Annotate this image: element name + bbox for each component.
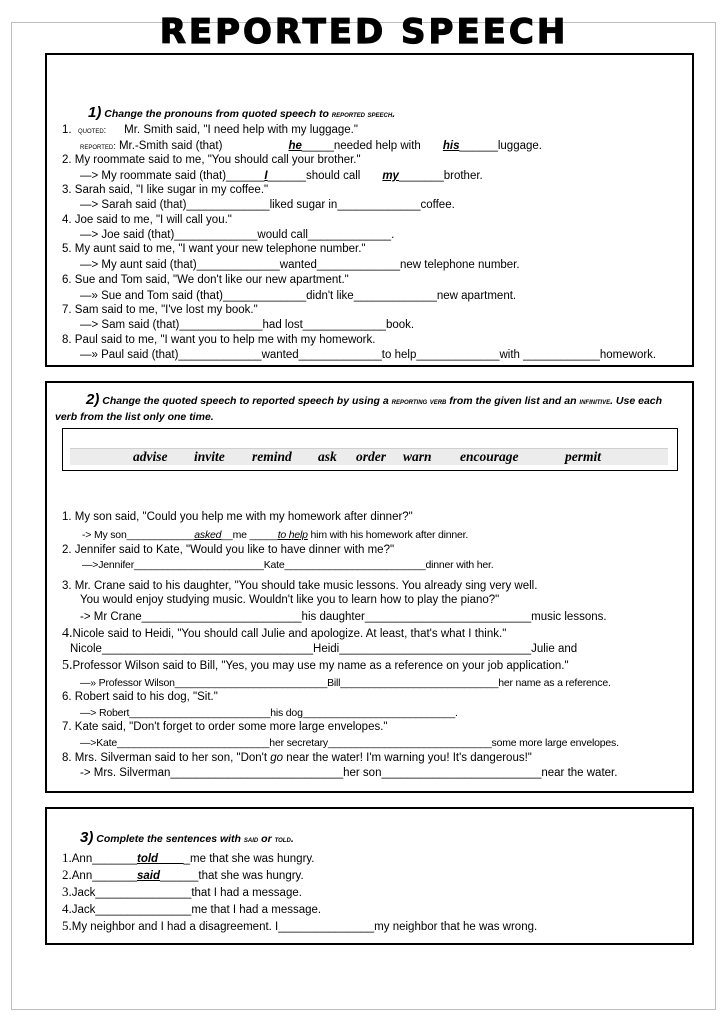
exercise-2-item-2-answer: —>Jennifer_______________________Kate_________________________dinner with her. [82,559,494,571]
exercise-1-item-4-answer: —> Joe said (that)_____________would call_____________. [80,229,395,241]
exercise-2-item-1-answer: -> My son____________asked__me _____to help him with his homework after dinner. [82,529,469,541]
exercise-2-item-3: 3. Mr. Crane said to his daughter, "You should take music lessons. You already sing very well. [62,580,538,592]
exercise-2-item-3-cont: You would enjoy studying music. Wouldn't like you to learn how to play the piano?" [80,594,500,606]
exercise-3-instruction: 3) Complete the sentences with said or told. [80,829,294,846]
exercise-2-item-4-answer: Nicole_________________________________Heidi______________________________Julie and [70,643,578,655]
exercise-1-item-5-answer: —> My aunt said (that)_____________wanted_____________new telephone number. [80,259,520,271]
exercise-1-item-1-answer: reported: Mr.-Smith said (that) he_____needed help with his______luggage. [80,140,542,152]
exercise-1-instruction: 1) Change the pronouns from quoted speech to reported speech. [88,104,396,121]
exercise-2-item-8-answer: -> Mrs. Silverman___________________________her son_________________________near the water. [80,767,618,779]
verb-remind: remind [252,449,292,464]
exercise-3-item-2: 2.Ann_______said______that she was hungry. [62,867,304,882]
verb-warn: warn [403,449,432,464]
exercise-2-item-6-answer: —> Robert_________________________his dog___________________________. [80,707,458,719]
exercise-2-item-4: 4.Nicole said to Heidi, "You should call Julie and apologize. At least, that's what I think." [62,626,507,641]
exercise-1-item-2: 2. My roommate said to me, "You should call your brother." [62,154,361,166]
exercise-1-item-6-answer: —» Sue and Tom said (that)_____________didn't like_____________new apartment. [80,290,517,302]
exercise-3-item-3: 3.Jack_______________that I had a message. [62,884,302,899]
verb-encourage: encourage [460,449,519,464]
exercise-1-item-3-answer: —> Sarah said (that)_____________liked sugar in_____________coffee. [80,199,455,211]
exercise-2-item-7: 7. Kate said, "Don't forget to order some more large envelopes." [62,721,388,733]
page-title: REPORTED SPEECH [159,12,569,52]
exercise-2-item-5: 5.Professor Wilson said to Bill, "Yes, you may use my name as a reference on your job application." [62,658,569,673]
exercise-1-item-6: 6. Sue and Tom said, "We don't like our new apartment." [62,274,349,286]
exercise-1-item-5: 5. My aunt said to me, "I want your new telephone number." [62,243,366,255]
exercise-3-item-1: 1.Ann_______told_____me that she was hungry. [62,850,315,865]
exercise-2-item-2: 2. Jennifer said to Kate, "Would you like to have dinner with me?" [62,544,395,556]
exercise-1-item-1: 1. quoted: Mr. Smith said, "I need help with my luggage." [62,124,358,136]
exercise-2-item-7-answer: —>Kate___________________________her secretary_____________________________some more large envelopes. [80,737,619,749]
exercise-2-item-8: 8. Mrs. Silverman said to her son, "Don't go near the water! I'm warning you! It's dangerous!" [62,752,532,764]
exercise-2-item-6: 6. Robert said to his dog, "Sit." [62,691,218,703]
verb-advise: advise [133,449,168,464]
verb-order: order [356,449,386,464]
verb-invite: invite [194,449,225,464]
exercise-1-item-8: 8. Paul said to me, "I want you to help me with my homework. [62,334,376,346]
exercise-1-item-7-answer: —> Sam said (that)_____________had lost_____________book. [80,319,415,331]
exercise-1-item-7: 7. Sam said to me, "I've lost my book." [62,304,258,316]
exercise-2-instruction: 2) Change the quoted speech to reported speech by using a reporting verb from the given list and an infinitive. Use each [86,391,663,408]
exercise-1-item-8-answer: —» Paul said (that)_____________wanted_____________to help_____________with ____________homework. [80,349,657,361]
exercise-2-item-1: 1. My son said, "Could you help me with my homework after dinner?" [62,511,413,523]
exercise-2-instruction-cont: verb from the list only one time. [55,411,214,423]
exercise-3-item-4: 4.Jack_______________me that I had a message. [62,901,322,916]
verb-ask: ask [318,449,337,464]
exercise-2-item-3-answer: -> Mr Crane_________________________his daughter__________________________music lessons. [80,611,607,623]
exercise-2-item-5-answer: —» Professor Wilson___________________________Bill____________________________her name as a reference. [80,677,611,689]
exercise-1-item-3: 3. Sarah said, "I like sugar in my coffee." [62,184,269,196]
exercise-3-item-5: 5.My neighbor and I had a disagreement. I_______________my neighbor that he was wrong. [62,918,538,933]
exercise-1-item-4: 4. Joe said to me, "I will call you." [62,214,232,226]
exercise-1-item-2-answer: —> My roommate said (that)______I______should call my_______brother. [80,170,483,182]
verb-permit: permit [565,449,601,464]
